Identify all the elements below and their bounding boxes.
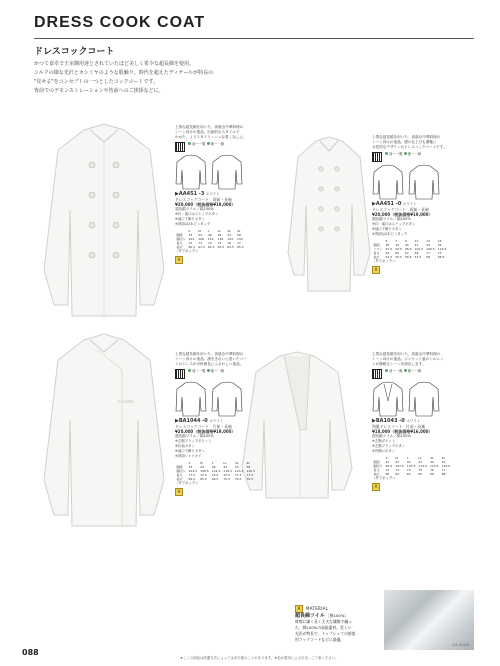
back-drawing bbox=[408, 381, 440, 417]
table-cell: 43 bbox=[188, 233, 193, 237]
description-line: シーン向けの逸品。伝統的なスタイルで bbox=[175, 130, 240, 134]
table-cell: 77 bbox=[441, 468, 446, 472]
size-header: LL bbox=[418, 456, 422, 460]
size-header: 9 bbox=[404, 239, 407, 243]
table-cell: 56.5 bbox=[404, 255, 412, 259]
description-line: 上質な超長綿を用いた、高級な中華料理の bbox=[372, 352, 441, 356]
table-cell: 44 bbox=[200, 465, 204, 469]
description-line: トが優雅なシーンを演出します。 bbox=[372, 362, 426, 366]
spec-line: ※衿・袖口はスナップボタン bbox=[175, 212, 219, 216]
table-cell: 65.5 bbox=[200, 477, 207, 481]
table-cell: 60 bbox=[385, 472, 390, 476]
table-cell: 66 bbox=[429, 472, 434, 476]
table-cell: 77.5 bbox=[188, 473, 196, 477]
size-header: S bbox=[188, 461, 191, 465]
material-badge: A bbox=[175, 488, 183, 496]
intro-line: シルクの様な光沢とカシミヤのような肌触り。時代を超えたディテールが特長の bbox=[34, 70, 214, 76]
intro-text bbox=[34, 60, 304, 96]
table-cell: 64 bbox=[406, 472, 411, 476]
table-cell: 着丈 bbox=[176, 473, 183, 477]
back-drawing bbox=[408, 164, 440, 200]
material-section bbox=[295, 605, 385, 643]
table-cell: 108.5 bbox=[200, 469, 209, 473]
table-cell: 108 bbox=[198, 237, 204, 241]
table-cell: 着丈 bbox=[373, 468, 380, 472]
table-cell: 104 bbox=[188, 237, 195, 241]
color-legend-front: 前ー一覧 bbox=[389, 369, 403, 373]
size-header: 5 bbox=[385, 239, 388, 243]
intro-line: "見せる"をコンセプトの一つとしたコックコートです。 bbox=[34, 79, 159, 85]
table-cell: 41 bbox=[385, 460, 390, 464]
size-table bbox=[372, 239, 448, 259]
table-cell: 75.5 bbox=[223, 473, 230, 477]
table-cell: 袖丈 bbox=[373, 472, 380, 476]
color-dot-icon bbox=[207, 369, 210, 372]
color-legend-front: 前ー一覧 bbox=[192, 369, 206, 373]
description-line: シーン向けの逸品。襟をきれいに巻いたコー bbox=[175, 357, 247, 361]
coat-photo-ba1044-0 bbox=[40, 330, 168, 530]
product-code-number: BA1044 bbox=[178, 418, 201, 424]
color-legend bbox=[188, 142, 224, 152]
material-badge: A bbox=[175, 256, 183, 264]
size-header: S bbox=[385, 456, 388, 460]
qr-code-icon bbox=[372, 152, 382, 162]
size-header: 3L bbox=[227, 229, 231, 233]
table-cell: 53 bbox=[234, 465, 239, 469]
table-cell: 胸回り bbox=[176, 469, 186, 473]
product-description bbox=[175, 352, 287, 367]
material-desc-line: 光沢が特長で、トップシェフの接客 bbox=[295, 631, 356, 636]
table-cell: 103.5 bbox=[395, 464, 404, 468]
product-spec bbox=[175, 212, 287, 227]
table-cell: 62.5 bbox=[207, 245, 215, 249]
table-cell: 49 bbox=[429, 460, 434, 464]
table-cell: 118 bbox=[217, 237, 224, 241]
table-cell: 65.5 bbox=[236, 245, 244, 249]
product-fabric: 超長綿ツイル／綿100% bbox=[175, 207, 214, 211]
size-header: M bbox=[198, 229, 201, 233]
description-line: 上質な超長綿を用いた、高級な中華料理の bbox=[372, 135, 441, 139]
front-drawing bbox=[372, 164, 404, 200]
table-cell: 119.5 bbox=[429, 464, 439, 468]
product-price: ¥18,000（税抜価格¥16,000） bbox=[372, 429, 433, 434]
color-legend-front: 前ー一覧 bbox=[389, 152, 403, 156]
description-line: シーン向けの逸品。襟の仕上げも優雅に bbox=[372, 140, 437, 144]
table-cell: 65 bbox=[395, 251, 400, 255]
description-line: 上質な超長綿を用いた、高級な中華料理の bbox=[175, 125, 244, 129]
coat-photo-aa451-0 bbox=[286, 135, 372, 295]
table-cell: 着丈 bbox=[176, 241, 183, 245]
table-cell: 61.5 bbox=[198, 245, 205, 249]
color-legend-back: 後ー一線 bbox=[210, 369, 225, 373]
product-panel-4 bbox=[372, 352, 484, 491]
table-cell: 65 bbox=[418, 472, 423, 476]
table-cell: 70.5 bbox=[223, 477, 230, 481]
table-cell: 130 bbox=[236, 237, 243, 241]
table-cell: 73.5 bbox=[200, 473, 207, 477]
table-cell: 64.5 bbox=[188, 477, 196, 481]
table-cell: 94.5 bbox=[395, 247, 402, 251]
table-cell: 130.5 bbox=[246, 469, 256, 473]
color-dot-icon bbox=[207, 142, 210, 145]
title-rule bbox=[34, 38, 474, 39]
table-cell: 104.5 bbox=[188, 469, 198, 473]
color-name: ホワイト bbox=[406, 419, 420, 423]
table-cell: 袖丈 bbox=[176, 245, 183, 249]
size-note: （外寸ネック:） bbox=[175, 249, 200, 253]
table-cell: 66.5 bbox=[211, 477, 219, 481]
size-header: L bbox=[211, 461, 214, 465]
spec-line: ※内側ロボタン bbox=[372, 449, 396, 453]
spec-line: ※左胸ポケット bbox=[372, 439, 396, 443]
size-header: 3L bbox=[234, 461, 239, 465]
footnote: ★ここの商品は洗濯方法によっては多少縮むことがあります。★色が着用による日光…ご了承ください。 bbox=[180, 656, 339, 660]
size-note: （外寸ネック:） bbox=[372, 476, 397, 480]
table-cell: 110.5 bbox=[437, 247, 447, 251]
table-cell: 76 bbox=[227, 241, 232, 245]
size-header: LL bbox=[223, 461, 227, 465]
table-cell: 74 bbox=[207, 241, 212, 245]
table-cell: 62 bbox=[395, 472, 400, 476]
description-line: トのドレスがほ料理長にふさわしい逸品。 bbox=[175, 362, 244, 366]
table-cell: 着丈 bbox=[373, 251, 380, 255]
product-name: ドレスコックコート 片前・長袖 bbox=[175, 424, 232, 429]
table-cell: 75 bbox=[418, 468, 423, 472]
product-code-number: AA451 bbox=[375, 201, 395, 207]
material-composition: ［綿100%］ bbox=[325, 613, 349, 618]
size-header: 3L bbox=[429, 456, 434, 460]
product-code-number: BA1043 bbox=[375, 418, 398, 424]
color-legend-front: 前ー一覧 bbox=[192, 142, 206, 146]
table-cell: 75 bbox=[217, 241, 222, 245]
table-cell: 76 bbox=[429, 468, 434, 472]
product-code: ▶BA1043 -0 ホワイト bbox=[372, 418, 420, 424]
material-badge: A bbox=[372, 483, 380, 491]
color-legend bbox=[385, 369, 421, 379]
spec-line: ※背面は2本ピンタック bbox=[372, 232, 408, 236]
table-cell: 胸回り bbox=[373, 464, 383, 468]
table-cell: 45 bbox=[406, 460, 411, 464]
product-name: ドレスコックコート 両前・長袖 bbox=[372, 207, 429, 212]
table-cell: 44 bbox=[198, 233, 203, 237]
table-cell: 77.5 bbox=[246, 473, 254, 477]
table-cell: 71 bbox=[426, 251, 430, 255]
table-cell: 125.5 bbox=[441, 464, 451, 468]
table-cell: 68 bbox=[441, 472, 446, 476]
product-panel-1 bbox=[175, 125, 287, 264]
table-cell: 70.5 bbox=[234, 477, 242, 481]
table-cell: 58.5 bbox=[437, 255, 445, 259]
table-cell: 58 bbox=[236, 233, 241, 237]
color-legend bbox=[385, 152, 421, 162]
product-description bbox=[372, 135, 484, 150]
color-legend-back: 後ー一線 bbox=[210, 142, 225, 146]
table-cell: 胸囲 bbox=[176, 233, 183, 237]
table-cell: 72 bbox=[385, 468, 390, 472]
table-cell: 70.5 bbox=[246, 477, 254, 481]
product-description bbox=[372, 352, 484, 367]
spec-line: ※左胸フラップポケット bbox=[175, 439, 212, 443]
table-cell: 102.5 bbox=[414, 247, 424, 251]
table-cell: 106.5 bbox=[426, 247, 435, 251]
material-desc-line: 用コックコートなどに最適。 bbox=[295, 637, 345, 642]
table-cell: 53 bbox=[227, 233, 232, 237]
table-cell: 46 bbox=[207, 233, 212, 237]
size-header: 7 bbox=[395, 239, 398, 243]
table-cell: 40 bbox=[404, 243, 409, 247]
table-cell: 77.5 bbox=[234, 473, 242, 477]
qr-code-icon bbox=[372, 369, 382, 379]
front-drawing bbox=[175, 381, 207, 417]
front-drawing bbox=[372, 381, 404, 417]
material-tag: MATERIAL bbox=[306, 606, 329, 611]
product-price: ¥20,000（税抜価格¥19,000） bbox=[175, 202, 236, 207]
product-panel-3 bbox=[175, 352, 287, 496]
size-header: L bbox=[406, 456, 409, 460]
table-cell: 124.5 bbox=[234, 469, 244, 473]
size-header: 15 bbox=[437, 239, 442, 243]
table-cell: 胸回り bbox=[176, 237, 186, 241]
coat-photo-aa451-3 bbox=[40, 120, 168, 320]
material-desc-line: た、綿100%の高級素材。美しい bbox=[295, 625, 352, 630]
table-cell: 99.5 bbox=[385, 464, 393, 468]
product-name: 和風ドレスコート 片前・長袖 bbox=[372, 424, 426, 429]
size-header: 13 bbox=[426, 239, 430, 243]
back-drawing bbox=[211, 381, 243, 417]
product-code: ▶BA1044 -0 ホワイト bbox=[175, 418, 223, 424]
table-cell: 112 bbox=[207, 237, 214, 241]
table-cell: 64.5 bbox=[227, 245, 234, 249]
product-code: ▶AA451 -0 ホワイト bbox=[372, 201, 417, 207]
size-table bbox=[175, 461, 257, 481]
size-header: M bbox=[200, 461, 203, 465]
size-note: （外寸ネック:） bbox=[175, 481, 200, 485]
table-cell: 63.5 bbox=[217, 245, 225, 249]
table-cell: 58 bbox=[246, 465, 251, 469]
table-cell: 69 bbox=[414, 251, 419, 255]
description-line: シーン向けの逸品。ジャケット風のシルエッ bbox=[372, 357, 444, 361]
back-drawing bbox=[211, 154, 243, 190]
swatch-scale-label: 1/4 SCALE bbox=[452, 643, 470, 647]
color-name: ホワイト bbox=[209, 419, 223, 423]
color-dot-icon bbox=[385, 152, 388, 155]
size-header: LL bbox=[217, 229, 221, 233]
size-note: （外寸ネック:） bbox=[372, 259, 397, 263]
table-cell: 41 bbox=[414, 243, 419, 247]
product-spec bbox=[372, 222, 484, 237]
table-cell: 112.5 bbox=[211, 469, 221, 473]
table-cell: 91.5 bbox=[385, 247, 393, 251]
table-cell: 67 bbox=[404, 251, 409, 255]
size-header: 11 bbox=[414, 239, 419, 243]
table-cell: 60.5 bbox=[188, 245, 196, 249]
page-number: 088 bbox=[22, 648, 39, 657]
size-header: M bbox=[395, 456, 398, 460]
material-desc-line: 時間に細く長く丈夫な繊維で織っ bbox=[295, 619, 352, 624]
table-cell: 胸囲 bbox=[373, 460, 380, 464]
table-cell: 54.5 bbox=[385, 255, 393, 259]
table-cell: 77 bbox=[236, 241, 241, 245]
table-cell: 43 bbox=[188, 465, 193, 469]
size-header: 4L bbox=[441, 456, 446, 460]
page-subtitle: ドレスコックコート bbox=[34, 47, 115, 57]
product-panel-2 bbox=[372, 135, 484, 274]
size-header: L bbox=[207, 229, 210, 233]
table-cell: 73 bbox=[198, 241, 203, 245]
table-cell: 胸囲 bbox=[373, 243, 380, 247]
table-cell: 47 bbox=[418, 460, 423, 464]
color-name: ホワイト bbox=[403, 202, 417, 206]
table-cell: 98.5 bbox=[404, 247, 412, 251]
spec-line: ※背面は2本ピンタック bbox=[175, 222, 211, 226]
qr-code-icon bbox=[175, 142, 185, 152]
color-dot-icon bbox=[385, 369, 388, 372]
table-cell: 124 bbox=[227, 237, 233, 241]
material-description bbox=[295, 619, 385, 643]
page-title: DRESS COOK COAT bbox=[34, 14, 206, 31]
size-header: S bbox=[188, 229, 191, 233]
front-drawing bbox=[175, 154, 207, 190]
product-price: ¥20,000（税抜価格¥19,000） bbox=[372, 212, 433, 217]
color-legend-back: 後ー一線 bbox=[407, 152, 422, 156]
product-fabric: 超長綿ツイル／綿100% bbox=[372, 217, 411, 221]
size-header: 4L bbox=[246, 461, 251, 465]
color-legend bbox=[188, 369, 224, 379]
spec-line: ※袖口下飾りボタン bbox=[175, 449, 205, 453]
table-cell: 113.5 bbox=[418, 464, 427, 468]
size-table bbox=[175, 229, 245, 249]
table-cell: 74.5 bbox=[211, 473, 219, 477]
product-spec bbox=[372, 439, 484, 454]
color-dot-icon bbox=[404, 369, 407, 372]
table-cell: 73 bbox=[437, 251, 442, 255]
table-cell: 107.5 bbox=[406, 464, 416, 468]
table-cell: 64 bbox=[385, 251, 390, 255]
table-cell: 46 bbox=[211, 465, 216, 469]
color-name: ホワイト bbox=[206, 192, 220, 196]
table-cell: 72 bbox=[188, 241, 193, 245]
spec-line: ※背面シャツキイ bbox=[175, 454, 202, 458]
color-legend-back: 後ー一線 bbox=[407, 369, 422, 373]
spec-line: ※衿・袖口はスナップボタン bbox=[372, 222, 416, 226]
color-dot-icon bbox=[188, 369, 191, 372]
table-cell: 43 bbox=[395, 460, 400, 464]
table-cell: 74 bbox=[406, 468, 411, 472]
product-name: ドレスコックコート 両前・長袖 bbox=[175, 197, 232, 202]
table-cell: 38 bbox=[385, 243, 390, 247]
product-code: ▶AA451 -3 ホワイト bbox=[175, 191, 220, 197]
spec-line: ※袖口下飾りボタン bbox=[175, 217, 205, 221]
color-code: -0 bbox=[395, 201, 402, 207]
size-header: 4L bbox=[236, 229, 241, 233]
table-cell: 袖丈 bbox=[373, 255, 380, 259]
spec-line: ※衿袖ボタン bbox=[175, 444, 195, 448]
product-fabric: 超長綿ツイル／綿100% bbox=[372, 434, 411, 438]
material-name: 超長綿ツイル bbox=[295, 613, 325, 619]
table-cell: 57.5 bbox=[414, 255, 422, 259]
product-description bbox=[175, 125, 287, 140]
table-cell: 52 bbox=[441, 460, 446, 464]
qr-code-icon bbox=[175, 369, 185, 379]
table-cell: 43 bbox=[426, 243, 430, 247]
color-code: -0 bbox=[399, 418, 405, 424]
table-cell: 45 bbox=[437, 243, 442, 247]
material-badge: A bbox=[372, 266, 380, 274]
table-cell: バスト bbox=[373, 247, 383, 251]
description-line: わせた、よりスタイリッシュな着こなしに。 bbox=[175, 135, 247, 139]
description-line: 女性的なデザインのドレスコックコートです。 bbox=[372, 145, 447, 149]
table-cell: 73 bbox=[395, 468, 400, 472]
table-cell: 胸囲 bbox=[176, 465, 183, 469]
product-fabric: 超長綿ツイル／綿100% bbox=[175, 434, 214, 438]
color-dot-icon bbox=[188, 142, 191, 145]
material-badge: A bbox=[295, 605, 303, 613]
table-cell: 49 bbox=[217, 233, 222, 237]
description-line: 上質な超長綿を用いた、高級な中華料理の bbox=[175, 352, 244, 356]
product-code-number: AA451 bbox=[178, 191, 198, 197]
size-table bbox=[372, 456, 452, 476]
spec-line: ※左胸フラップボタン bbox=[372, 444, 406, 448]
product-spec bbox=[175, 439, 287, 459]
intro-line: かつて食卓で王室御用達とされていたほど美しく希少な超長綿を使用。 bbox=[34, 61, 195, 67]
intro-line: 皆前でのデモンストレーションや皆前へのご挨拶などに。 bbox=[34, 88, 164, 94]
table-cell: 39 bbox=[395, 243, 400, 247]
product-price: ¥20,000（税抜価格¥19,000） bbox=[175, 429, 236, 434]
table-cell: 49 bbox=[223, 465, 228, 469]
table-cell: 118.5 bbox=[223, 469, 232, 473]
color-code: -0 bbox=[202, 418, 208, 424]
table-cell: 袖丈 bbox=[176, 477, 183, 481]
table-cell: 58 bbox=[426, 255, 430, 259]
spec-line: ※袖口下飾りボタン bbox=[372, 227, 402, 231]
color-dot-icon bbox=[404, 152, 407, 155]
table-cell: 55.5 bbox=[395, 255, 402, 259]
color-code: -3 bbox=[198, 191, 205, 197]
fabric-swatch bbox=[384, 590, 474, 650]
